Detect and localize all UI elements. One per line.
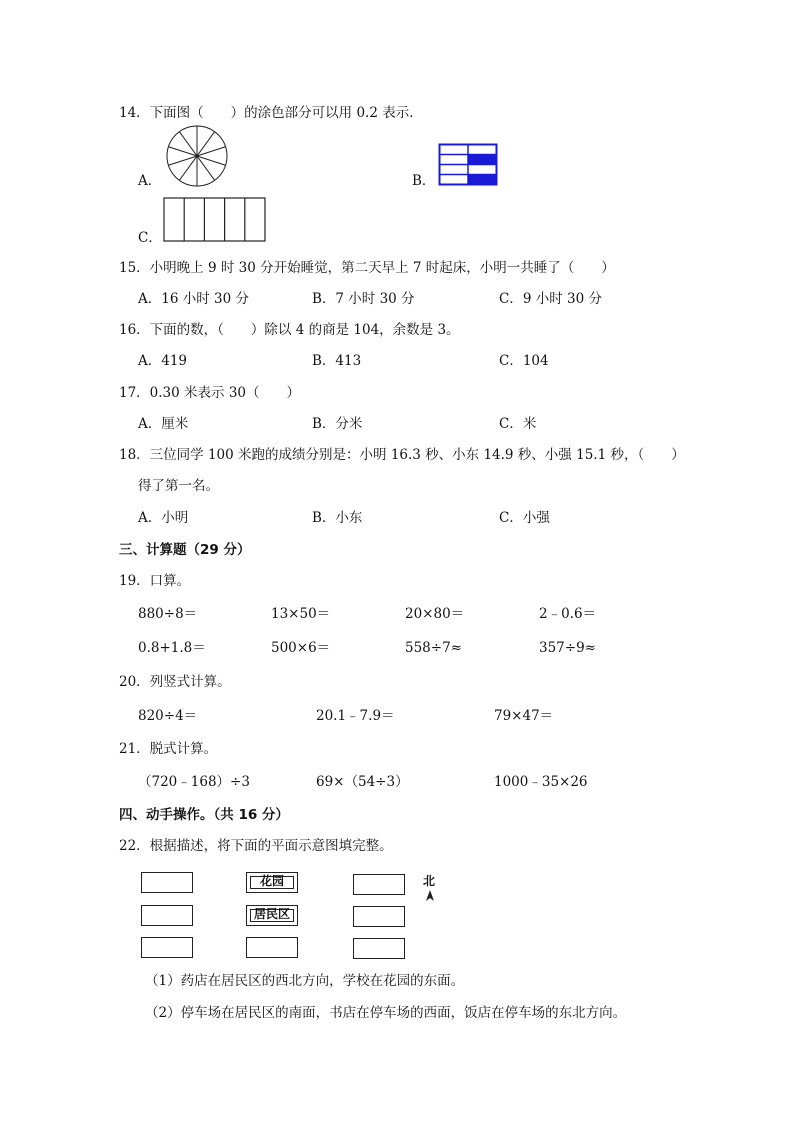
map-cell-empty bbox=[353, 906, 405, 927]
q18-stem-continued: 得了第一名。 bbox=[138, 478, 219, 494]
q14-option-b-label: B． bbox=[412, 173, 436, 189]
q22-stem: 22．根据描述，将下面的平面示意图填完整。 bbox=[119, 838, 393, 854]
q15-option-a: A．16 小时 30 分 bbox=[138, 291, 249, 307]
map-cell-empty bbox=[246, 937, 298, 958]
map-cell-empty bbox=[141, 905, 193, 926]
q21-item: （720﹣168）÷3 bbox=[138, 774, 250, 790]
q17-option-a: A．厘米 bbox=[138, 416, 189, 432]
north-label: 北 bbox=[423, 874, 436, 888]
section-4-heading: 四、动手操作。（共 16 分） bbox=[119, 807, 289, 823]
q14-grid-figure bbox=[438, 143, 498, 186]
map-cell-residential bbox=[246, 905, 298, 926]
q17-stem: 17．0.30 米表示 30（ ） bbox=[119, 385, 300, 401]
q20-item: 79×47＝ bbox=[494, 708, 554, 724]
section-3-heading: 三、计算题（29 分） bbox=[119, 542, 251, 558]
q18-option-b: B．小东 bbox=[312, 510, 363, 526]
q14-shaded-cell-2 bbox=[468, 175, 497, 185]
map-cell-empty bbox=[141, 872, 193, 893]
q22-description-2: （2）停车场在居民区的南面，书店在停车场的西面，饭店在停车场的东北方向。 bbox=[145, 1005, 627, 1021]
q15-stem: 15．小明晚上 9 时 30 分开始睡觉，第二天早上 7 时起床，小明一共睡了（ ） bbox=[119, 260, 615, 276]
q19-item: 0.8+1.8＝ bbox=[138, 640, 206, 656]
q14-stem: 14．下面图（ ）的涂色部分可以用 0.2 表示． bbox=[119, 105, 423, 121]
q16-option-b: B．413 bbox=[312, 353, 362, 369]
q20-item: 820÷4＝ bbox=[138, 708, 198, 724]
north-arrow-icon bbox=[425, 889, 435, 902]
q15-option-c: C．9 小时 30 分 bbox=[499, 291, 602, 307]
map-cell-empty bbox=[353, 938, 405, 959]
q21-stem: 21．脱式计算。 bbox=[119, 741, 218, 757]
q21-item: 69×（54÷3） bbox=[316, 774, 409, 790]
q15-option-b: B．7 小时 30 分 bbox=[312, 291, 415, 307]
q19-item: 2﹣0.6＝ bbox=[539, 606, 597, 622]
q17-option-c: C．米 bbox=[499, 416, 537, 432]
q18-option-c: C．小强 bbox=[499, 510, 550, 526]
q20-item: 20.1﹣7.9＝ bbox=[316, 708, 395, 724]
map-cell-garden bbox=[246, 872, 298, 893]
q16-stem: 16．下面的数，（ ）除以 4 的商是 104，余数是 3。 bbox=[119, 322, 460, 338]
q19-stem: 19．口算。 bbox=[119, 573, 191, 589]
map-garden-label: 花园 bbox=[259, 874, 284, 888]
map-cell-empty bbox=[141, 937, 193, 958]
q19-item: 558÷7≈ bbox=[405, 640, 462, 656]
q18-stem: 18．三位同学 100 米跑的成绩分别是：小明 16.3 秒、小东 14.9 秒、小强 15.1 秒，（ ） bbox=[119, 447, 685, 463]
q19-item: 880÷8＝ bbox=[138, 606, 198, 622]
q14-shaded-cell-1 bbox=[468, 155, 497, 165]
q17-option-b: B．分米 bbox=[312, 416, 363, 432]
q14-option-c-label: C． bbox=[138, 230, 162, 246]
q16-option-c: C．104 bbox=[499, 353, 549, 369]
map-cell-empty bbox=[353, 874, 405, 895]
q21-item: 1000﹣35×26 bbox=[494, 774, 588, 790]
q19-item: 500×6＝ bbox=[271, 640, 331, 656]
q14-option-a-label: A． bbox=[138, 173, 162, 189]
q18-option-a: A．小明 bbox=[138, 510, 189, 526]
q19-item: 357÷9≈ bbox=[539, 640, 596, 656]
q19-item: 13×50＝ bbox=[271, 606, 331, 622]
q19-item: 20×80＝ bbox=[405, 606, 465, 622]
q16-option-a: A．419 bbox=[138, 353, 188, 369]
q20-stem: 20．列竖式计算。 bbox=[119, 674, 231, 690]
map-residential-label: 居民区 bbox=[253, 907, 290, 921]
q14-strip-figure bbox=[163, 197, 267, 243]
q22-description-1: （1）药店在居民区的西北方向，学校在花园的东面。 bbox=[145, 973, 465, 989]
q14-circle-figure bbox=[164, 124, 230, 188]
